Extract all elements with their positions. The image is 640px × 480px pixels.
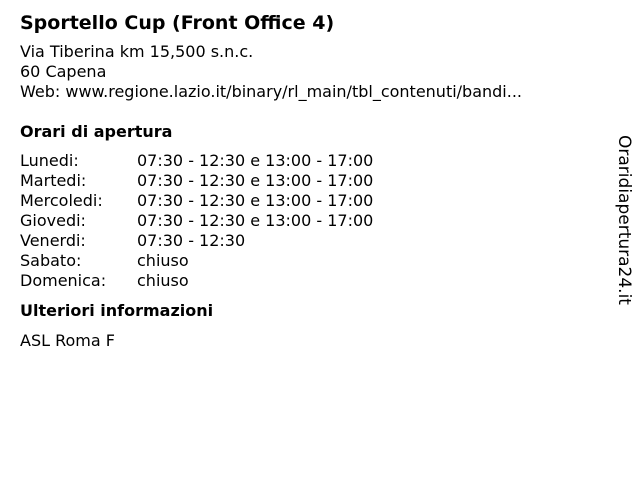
day-label: Lunedi: [20, 151, 79, 170]
hours-row-monday [20, 151, 600, 171]
hours-row-tuesday [20, 171, 600, 191]
time-value: 07:30 - 12:30 [137, 231, 246, 250]
address-block [20, 42, 600, 102]
website-line: Web: www.regione.lazio.it/binary/rl_main/tbl_contenuti/bandi... [20, 82, 523, 101]
site-watermark: Oraridiapertura24.it [614, 135, 634, 305]
place-card [20, 10, 600, 351]
further-info-text: ASL Roma F [20, 331, 115, 350]
address-street: Via Tiberina km 15,500 s.n.c. [20, 42, 254, 61]
time-value: 07:30 - 12:30 e 13:00 - 17:00 [137, 191, 374, 210]
address-city: 60 Capena [20, 62, 107, 81]
hours-row-thursday [20, 211, 600, 231]
time-value: chiuso [137, 251, 189, 270]
opening-hours-heading: Orari di apertura [20, 122, 173, 141]
day-label: Giovedi: [20, 211, 86, 230]
time-value: 07:30 - 12:30 e 13:00 - 17:00 [137, 211, 374, 230]
hours-row-saturday [20, 251, 600, 271]
place-title: Sportello Cup (Front Office 4) [20, 12, 335, 34]
day-label: Martedi: [20, 171, 87, 190]
hours-row-wednesday [20, 191, 600, 211]
day-label: Domenica: [20, 271, 107, 290]
day-label: Venerdi: [20, 231, 86, 250]
time-value: 07:30 - 12:30 e 13:00 - 17:00 [137, 171, 374, 190]
time-value: chiuso [137, 271, 189, 290]
hours-row-sunday [20, 271, 600, 291]
opening-hours-table [20, 151, 600, 291]
day-label: Sabato: [20, 251, 82, 270]
day-label: Mercoledi: [20, 191, 103, 210]
time-value: 07:30 - 12:30 e 13:00 - 17:00 [137, 151, 374, 170]
further-info-heading: Ulteriori informazioni [20, 301, 214, 320]
hours-row-friday [20, 231, 600, 251]
